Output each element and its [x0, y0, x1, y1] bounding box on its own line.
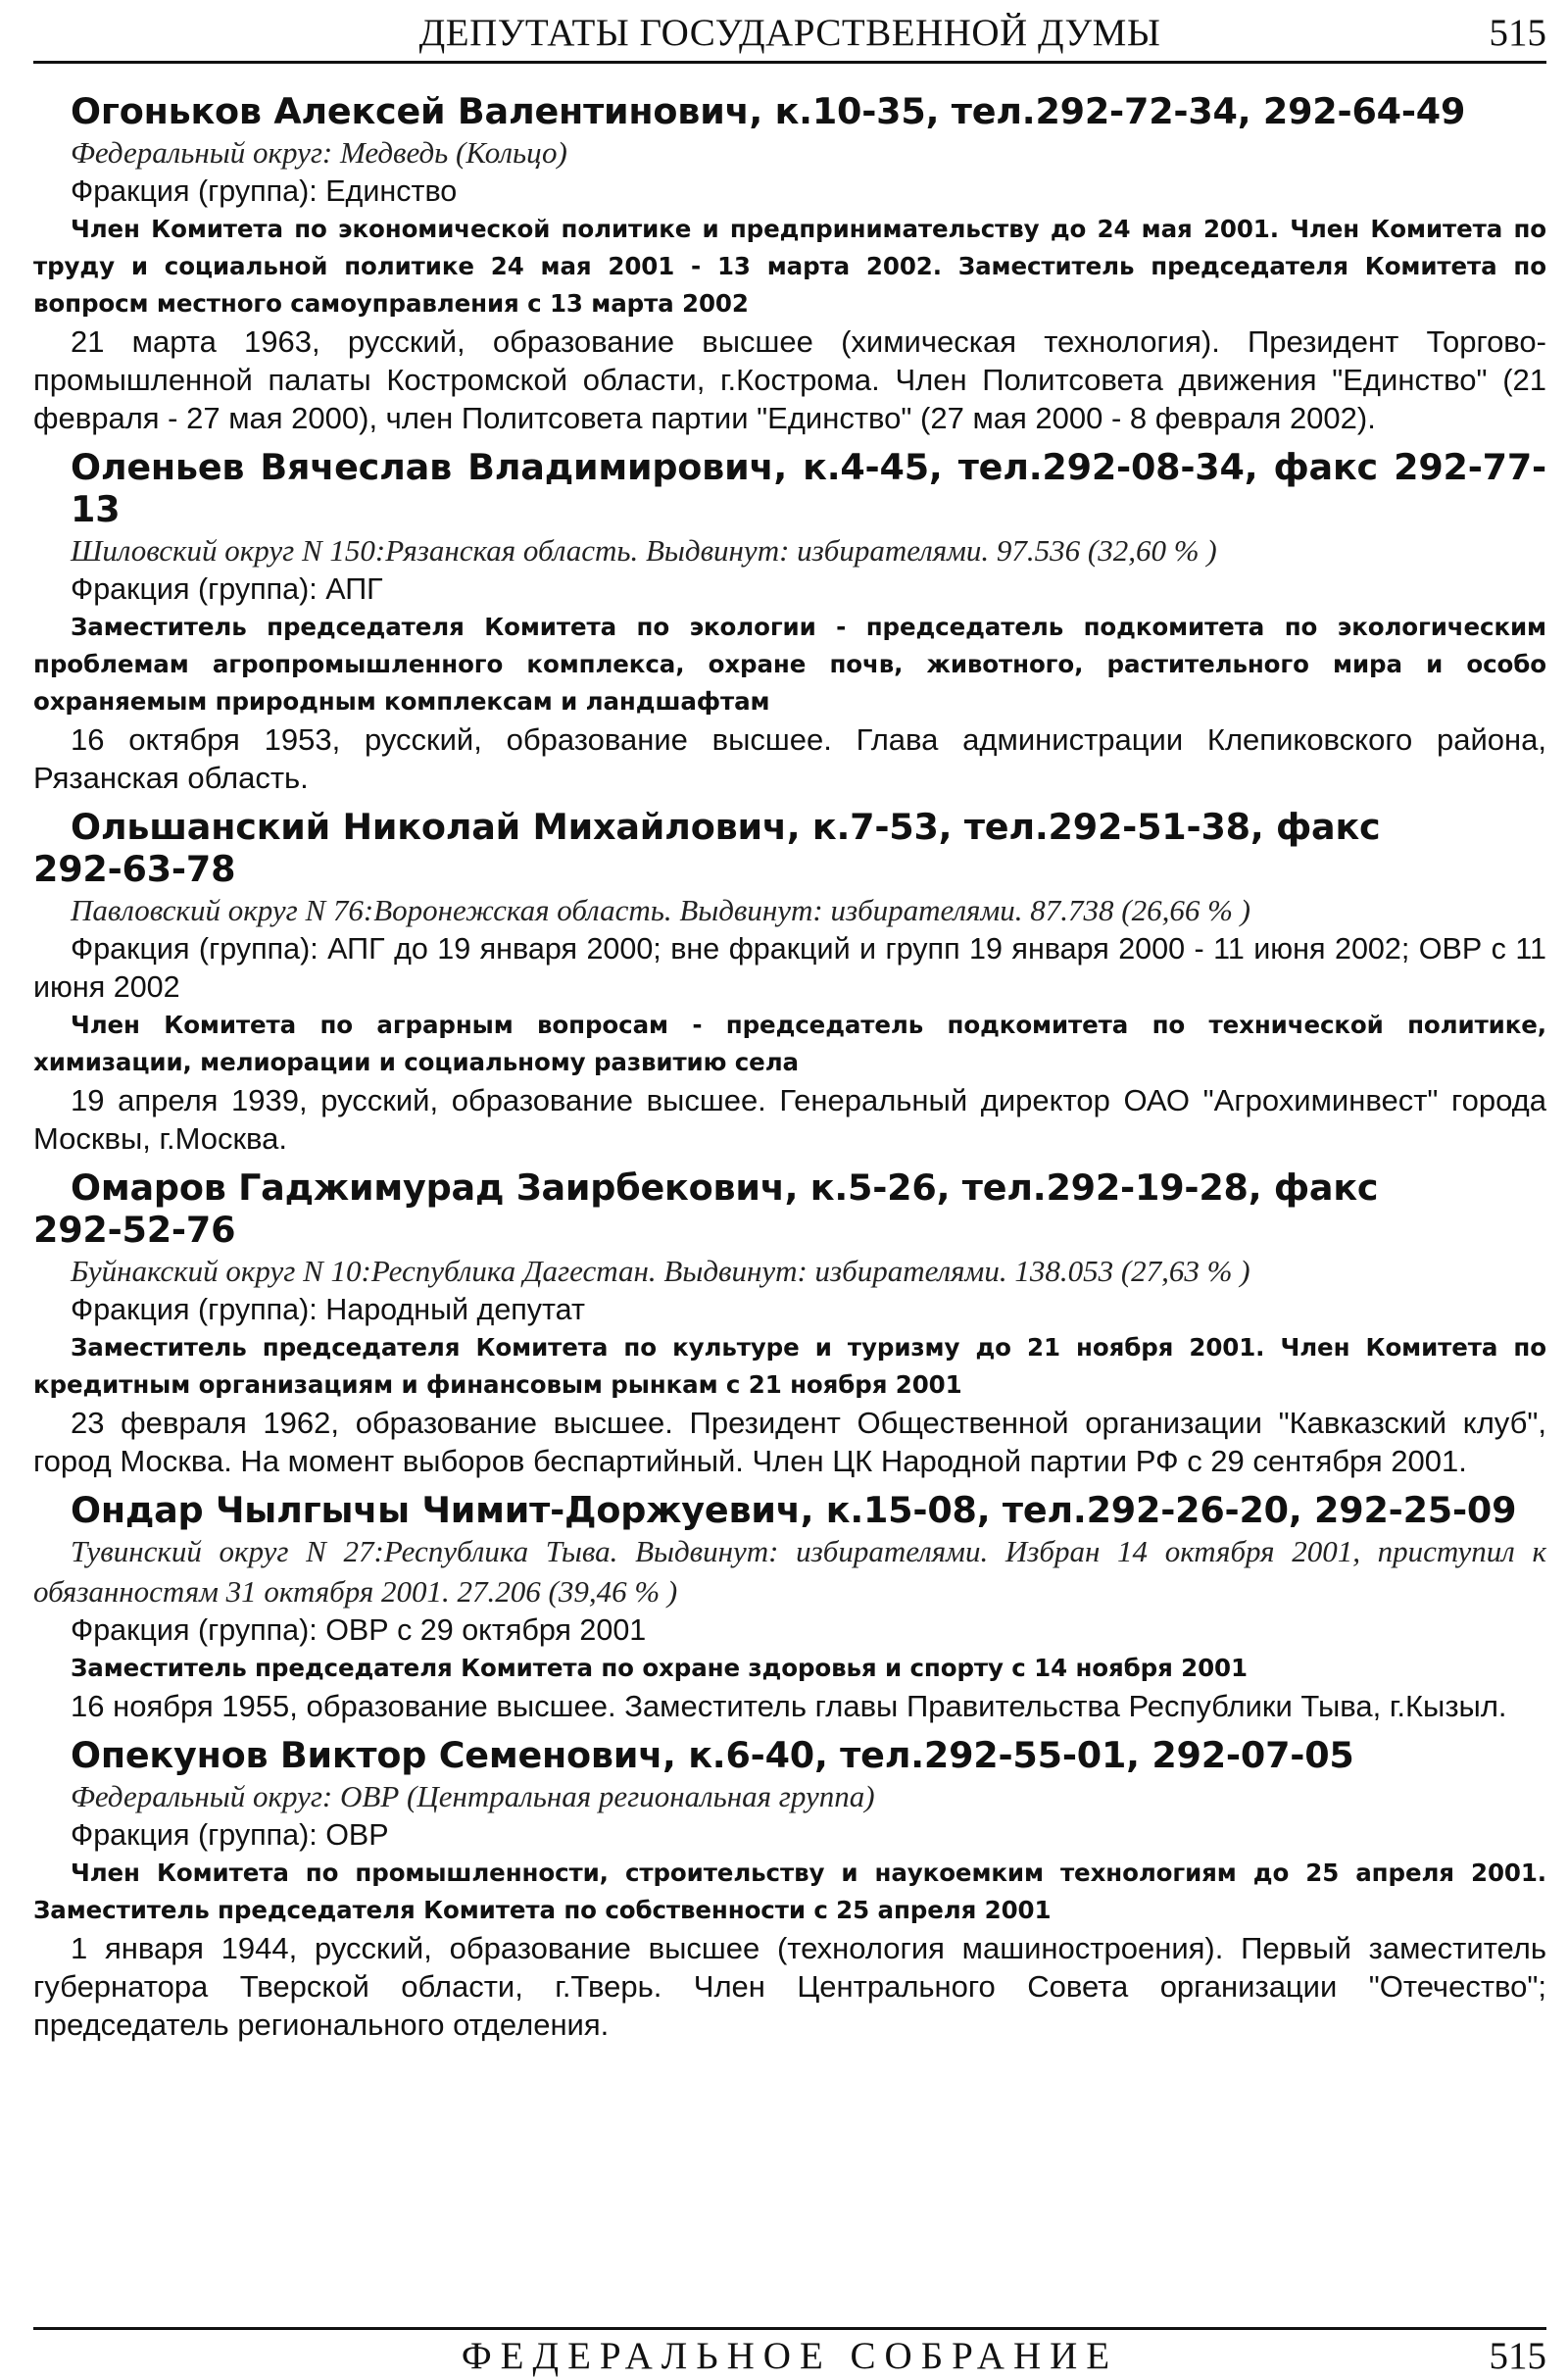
deputy-name [33, 1734, 1546, 1776]
deputy-name-continuation: 292-63-78 [33, 848, 236, 890]
biography: 16 октября 1953, русский, образование высшее. Глава администрации Клепиковского района, Рязанская область. [33, 722, 1546, 795]
biography: 21 марта 1963, русский, образование высшее (химическая технология). Президент Торгово-промышленной палаты Костромской области, г.Кострома. Член Политсовета движения "Единство" (21 февраля - 27 мая 2000), член Политсовета партии "Единство" (27 мая 2000 - 8 февраля 2002). [33, 324, 1546, 435]
deputy-entry [33, 806, 1546, 1158]
deputy-entry [33, 1166, 1546, 1480]
committee-line: Член Комитета по промышленности, строительству и наукоемким технологиям до 25 апреля 2001. Заместитель председателя Комитета по собственности с 25 апреля 2001 [33, 1859, 1546, 1924]
deputy-name [33, 1166, 1546, 1251]
faction-line: Фракция (группа): АПГ до 19 января 2000; вне фракций и групп 19 января 2000 - 11 июня 2002; ОВР с 11 июня 2002 [33, 932, 1546, 1004]
deputy-entry [33, 90, 1546, 437]
committee-line: Член Комитета по экономической политике и предпринимательству до 24 мая 2001. Член Комитета по труду и социальной политике 24 мая 2001 - 13 марта 2002. Заместитель председателя Комитета по вопросм местного самоуправления с 13 марта 2002 [33, 215, 1546, 318]
biography: 16 ноября 1955, образование высшее. Заместитель главы Правительства Республики Тыва, г.Кызыл. [71, 1689, 1507, 1723]
deputy-name-text: Опекунов Виктор Семенович, к.6-40, тел.292-55-01, 292-07-05 [71, 1734, 1354, 1776]
page-header [33, 6, 1546, 61]
committee-line: Член Комитета по аграрным вопросам - председатель подкомитета по технической политике, химизации, мелиорации и социальному развитию села [33, 1011, 1546, 1076]
deputy-name-text: Ондар Чылгычы Чимит-Доржуевич, к.15-08, тел.292-26-20, 292-25-09 [71, 1489, 1517, 1531]
committee-line: Заместитель председателя Комитета по экологии - председатель подкомитета по экологическим проблемам агропромышленного комплекса, охране почв, животного, растительного мира и особо охраняемым природным комплексам и ландшафтам [33, 613, 1546, 716]
district-line: Павловский округ N 76:Воронежская область. Выдвинут: избирателями. 87.738 (26,66 % ) [71, 893, 1250, 927]
deputy-name [33, 90, 1546, 132]
deputy-name-text: Ольшанский Николай Михайлович, к.7-53, тел.292-51-38, факс [71, 806, 1381, 848]
footer-rule [33, 2327, 1546, 2330]
header-rule [33, 61, 1546, 64]
deputy-name-text: Огоньков Алексей Валентинович, к.10-35, тел.292-72-34, 292-64-49 [71, 90, 1466, 132]
running-footer-title: ФЕДЕРАЛЬНОЕ СОБРАНИЕ [461, 2335, 1119, 2377]
page-footer [33, 2335, 1546, 2378]
deputy-name [33, 1489, 1546, 1531]
faction-line: Фракция (группа): ОВР [71, 1818, 389, 1852]
page-number: 515 [1489, 12, 1546, 54]
committee-line: Заместитель председателя Комитета по охране здоровья и спорту с 14 ноября 2001 [71, 1654, 1248, 1682]
deputy-entry [33, 446, 1546, 797]
running-title: ДЕПУТАТЫ ГОСУДАРСТВЕННОЙ ДУМЫ [418, 12, 1161, 54]
entries-list [33, 90, 1546, 2053]
faction-line: Фракция (группа): Народный депутат [71, 1293, 585, 1326]
deputy-entry [33, 1489, 1546, 1725]
biography: 19 апреля 1939, русский, образование высшее. Генеральный директор ОАО "Агрохиминвест" города Москвы, г.Москва. [33, 1083, 1546, 1156]
district-line: Федеральный округ: ОВР (Центральная региональная группа) [71, 1779, 875, 1813]
biography: 1 января 1944, русский, образование высшее (технология машиностроения). Первый заместитель губернатора Тверской области, г.Тверь. Член Центрального Совета организации "Отечество"; председатель регионального отделения. [33, 1931, 1546, 2042]
deputy-name-text: Оленьев Вячеслав Владимирович, к.4-45, тел.292-08-34, факс 292-77-13 [71, 446, 1546, 530]
deputy-name-continuation: 292-52-76 [33, 1209, 236, 1251]
deputy-name [33, 806, 1546, 890]
district-line: Тувинский округ N 27:Республика Тыва. Выдвинут: избирателями. Избран 14 октября 2001, приступил к обязанностям 31 октября 2001. 27.206 (39,46 % ) [33, 1534, 1546, 1609]
footer-page-number: 515 [1489, 2335, 1546, 2377]
committee-line: Заместитель председателя Комитета по культуре и туризму до 21 ноября 2001. Член Комитета по кредитным организациям и финансовым рынкам с 21 ноября 2001 [33, 1333, 1546, 1399]
district-line: Шиловский округ N 150:Рязанская область. Выдвинут: избирателями. 97.536 (32,60 % ) [71, 533, 1217, 568]
deputy-name [33, 446, 1546, 530]
biography: 23 февраля 1962, образование высшее. Президент Общественной организации "Кавказский клуб", город Москва. На момент выборов беспартийный. Член ЦК Народной партии РФ с 29 сентября 2001. [33, 1406, 1546, 1478]
faction-line: Фракция (группа): АПГ [71, 572, 383, 606]
district-line: Федеральный округ: Медведь (Кольцо) [71, 135, 567, 170]
faction-line: Фракция (группа): ОВР с 29 октября 2001 [71, 1613, 647, 1647]
district-line: Буйнакский округ N 10:Республика Дагестан. Выдвинут: избирателями. 138.053 (27,63 % ) [71, 1254, 1250, 1288]
deputy-name-text: Омаров Гаджимурад Заирбекович, к.5-26, тел.292-19-28, факс [71, 1166, 1379, 1209]
deputy-entry [33, 1734, 1546, 2044]
faction-line: Фракция (группа): Единство [71, 174, 458, 208]
